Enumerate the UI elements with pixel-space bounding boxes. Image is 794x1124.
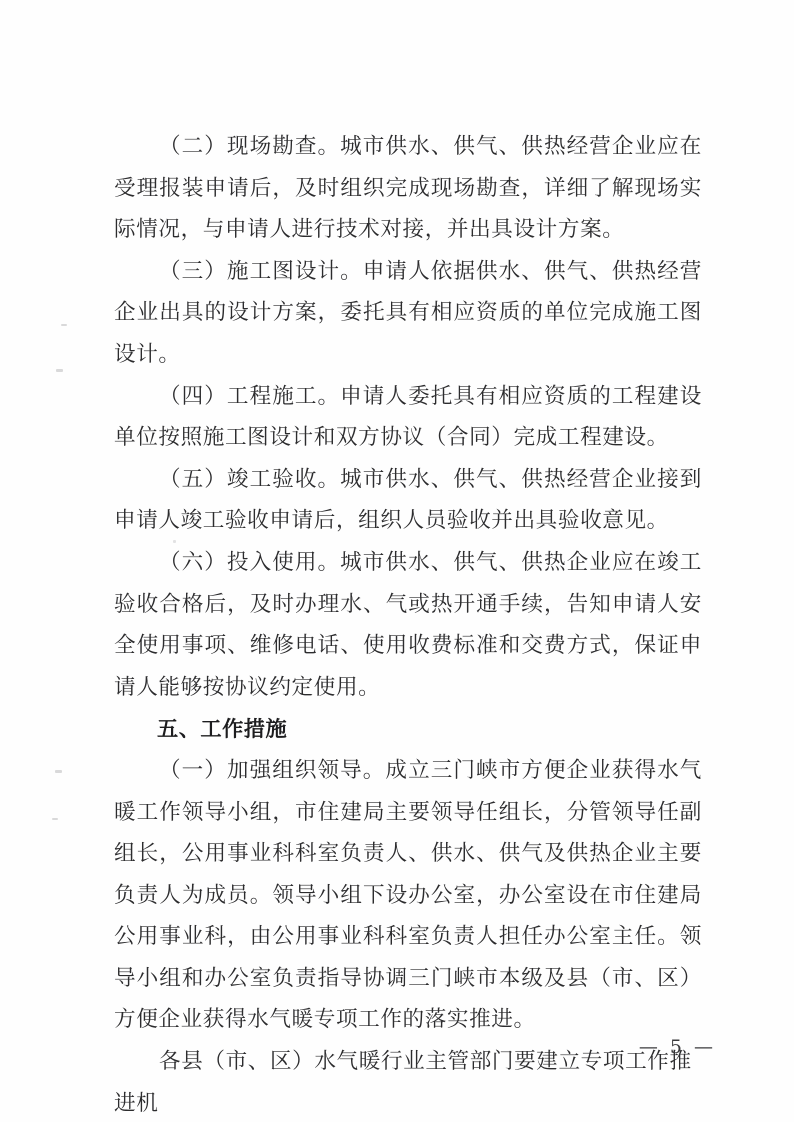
page-number: — 5 —: [638, 1036, 716, 1058]
paragraph-put-into-use: （六）投入使用。城市供水、供气、供热企业应在竣工验收合格后，及时办理水、气或热开通手续，告知申请人安全使用事项、维修电话、使用收费标准和交费方式，保证申请人能够按协议约定使用。: [114, 549, 702, 700]
paragraph-site-survey: （二）现场勘查。城市供水、供气、供热经营企业应在受理报装申请后，及时组织完成现场勘查，详细了解现场实际情况，与申请人进行技术对接，并出具设计方案。: [114, 134, 702, 243]
paragraph-completion-acceptance: （五）竣工验收。城市供水、供气、供热经营企业接到申请人竣工验收申请后，组织人员验收并出具验收意见。: [114, 466, 702, 534]
paragraph-county-level-continuation: 各县（市、区）水气暖行业主管部门要建立专项工作推进机: [114, 1049, 692, 1116]
scan-speck: [56, 369, 63, 372]
document-text-column: [114, 126, 702, 1124]
paragraph-strengthen-organizational-leadership: （一）加强组织领导。成立三门峡市方便企业获得水气暖工作领导小组，市住建局主要领导任组长，分管领导任副组长，公用事业科科室负责人、供水、供气及供热企业主要负责人为成员。领导小组下设办公室，办公室设在市住建局公用事业科，由公用事业科科室负责人担任办公室主任。领导小组和办公室负责指导协调三门峡市本级及县（市、区）方便企业获得水气暖专项工作的落实推进。: [114, 757, 702, 1033]
scan-speck: [173, 540, 176, 543]
scan-speck: [55, 770, 62, 773]
section-heading-work-measures: 五、工作措施: [157, 716, 288, 742]
scan-speck: [61, 324, 67, 326]
paragraph-construction-drawing-design: （三）施工图设计。申请人依据供水、供气、供热经营企业出具的设计方案，委托具有相应资质的单位完成施工图设计。: [114, 258, 702, 367]
paragraph-engineering-construction: （四）工程施工。申请人委托具有相应资质的工程建设单位按照施工图设计和双方协议（合同）完成工程建设。: [114, 383, 702, 451]
scan-speck: [52, 818, 58, 820]
